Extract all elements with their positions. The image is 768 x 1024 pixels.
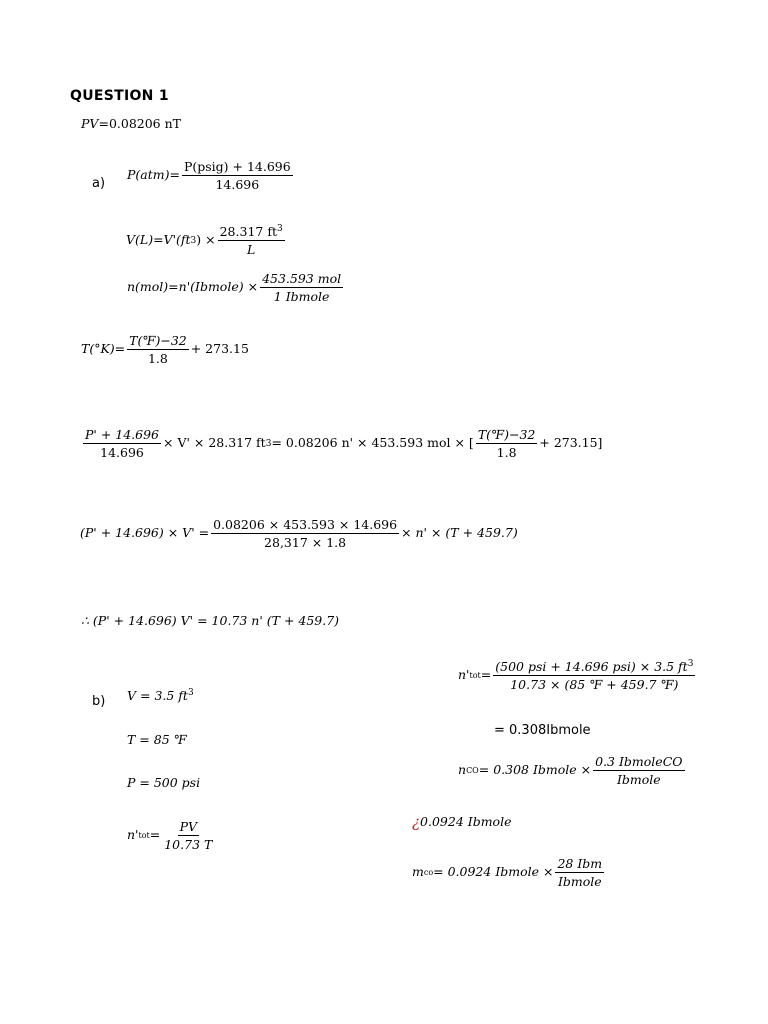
vl-fraction — [218, 225, 285, 256]
long1-middle2: = 0.08206 n' × 453.593 mol × [ — [271, 435, 474, 451]
ideal-gas-lhs: PV — [81, 116, 99, 131]
patm-lhs: P(atm)= — [127, 167, 180, 183]
mco-denominator: Ibmole — [557, 874, 602, 890]
long1-middle: × V' × 28.317 ft — [163, 435, 266, 451]
patm-numerator: P(psig) + 14.696 — [182, 160, 293, 176]
ntot-formula-denominator: 10.73 T — [164, 837, 213, 853]
vl-denominator: L — [247, 242, 256, 258]
nco-numerator: 0.3 IbmoleCO — [593, 755, 684, 771]
ntot-calc-fraction — [493, 660, 695, 691]
mco-middle: = 0.0924 Ibmole × — [433, 864, 554, 880]
inverted-question-glyph: ¿ — [412, 813, 421, 831]
constant-derivation-equation — [80, 518, 518, 549]
mco-lhs: m — [412, 864, 424, 880]
pressure-given — [127, 777, 200, 790]
temperature-conversion-equation — [81, 334, 249, 365]
nco-lhs: n — [458, 762, 467, 778]
substitution-equation: $\frac{P' + 14.696}{14.696}$ × V' × 28.317 ft 3 = 0.08206 n' × 453.593 mol × [ $\frac{T(℉)-32}{1.8}$ + 273.15] — [85, 427, 603, 461]
mole-conversion-equation — [127, 272, 345, 303]
nmol-numerator: 453.593 mol — [260, 272, 343, 288]
long1-end: + 273.15] — [539, 435, 603, 451]
long2-fraction — [211, 518, 399, 549]
mco-fraction — [555, 857, 604, 888]
ideal-gas-eq: = — [98, 116, 109, 131]
mco-numerator: 28 Ibm — [555, 857, 604, 873]
nco-value: 0.0924 Ibmole — [420, 814, 512, 830]
nco-denominator: Ibmole — [616, 772, 661, 788]
patm-fraction — [182, 160, 293, 191]
long2-lhs: (P' + 14.696) × V' = — [80, 525, 210, 541]
part-a-label: a) — [92, 176, 106, 191]
nco-fraction — [593, 755, 684, 786]
long2-denominator: 28,317 × 1.8 — [264, 535, 347, 551]
vl-numerator-sup: 3 — [276, 224, 283, 234]
ntot-calc-numerator-sup: 3 — [687, 659, 694, 669]
volume-conversion-equation: V(L)=V'(ft 3 ) × $\frac{28.317 ft^3}{L}$ — [126, 224, 283, 258]
vl-lhs-end: ) × — [196, 232, 216, 248]
mco-calculation: m co = 0.0924 Ibmole × $\frac{\text{28 Ibm}}{\text{Ibmole}}$ — [412, 856, 603, 890]
ntot-formula-numerator: PV — [178, 820, 199, 836]
ntot-formula: n' tot = $\frac{PV}{10.73 T}$ — [127, 819, 213, 853]
tk-lhs: T(°K)= — [81, 341, 126, 357]
ntot-calc-denominator: 10.73 × (85 ℉ + 459.7 ℉) — [510, 677, 679, 693]
tk-denominator: 1.8 — [147, 351, 168, 367]
nco-calculation: n CO = 0.308 Ibmole × $\frac{\text{0.3 IbmoleCO}}{\text{Ibmole}}$ — [458, 754, 683, 788]
tk-fraction — [127, 334, 189, 365]
pressure-conversion-equation — [127, 160, 295, 191]
long2-rhs: × n' × (T + 459.7) — [401, 525, 518, 541]
nco-value-line — [412, 815, 511, 830]
question-title: QUESTION 1 — [70, 88, 169, 104]
nco-middle: = 0.308 Ibmole × — [478, 762, 592, 778]
ideal-gas-rhs: 0.08206 nT — [108, 116, 181, 131]
temperature-given — [127, 734, 187, 747]
tk-rhs: + 273.15 — [190, 341, 249, 357]
ideal-gas-equation — [81, 118, 181, 131]
long1-fraction-left — [83, 428, 161, 459]
ntot-calculation: n' tot = $\frac{(500 psi + 14.696 psi) \times 3.5 ft^3}{10.73 \times (85 ℉ + 459.7 ℉)}$ — [458, 659, 694, 693]
volume-given — [127, 690, 194, 703]
part-b-label: b) — [92, 694, 106, 709]
nmol-denominator: 1 Ibmole — [273, 289, 330, 305]
ntot-calc-lhs: n' — [458, 667, 470, 683]
volume-given-sup: 3 — [187, 688, 194, 698]
long1-denominator-right: 1.8 — [496, 445, 517, 461]
long1-fraction-right — [476, 428, 538, 459]
therefore-text: ∴ (P' + 14.696) V' = 10.73 n' (T + 459.7) — [81, 613, 340, 628]
long1-numerator-left: P' + 14.696 — [83, 428, 161, 444]
temperature-given-text: T = 85 ℉ — [127, 732, 187, 747]
patm-denominator: 14.696 — [215, 177, 260, 193]
tk-numerator: T(℉)−32 — [127, 334, 189, 350]
final-gas-law-equation — [81, 615, 339, 628]
ntot-formula-lhs: n' — [127, 827, 139, 843]
nmol-fraction — [260, 272, 343, 303]
pressure-given-text: P = 500 psi — [127, 775, 201, 790]
ntot-calc-numerator: (500 psi + 14.696 psi) × 3.5 ft — [495, 659, 688, 674]
ntot-calc-eq: = — [480, 667, 492, 683]
ntot-formula-eq: = — [149, 827, 161, 843]
ntot-result: = 0.308Ibmole — [494, 723, 591, 738]
nmol-lhs: n(mol)=n'(Ibmole) × — [127, 279, 259, 295]
long2-numerator: 0.08206 × 453.593 × 14.696 — [211, 518, 399, 534]
ntot-formula-fraction — [162, 820, 214, 851]
volume-given-text: V = 3.5 ft — [127, 688, 188, 703]
vl-numerator: 28.317 ft — [219, 224, 277, 239]
long1-denominator-left: 14.696 — [100, 445, 144, 461]
long1-numerator-right: T(℉)−32 — [476, 428, 538, 444]
vl-lhs: V(L)=V'(ft — [126, 232, 191, 248]
